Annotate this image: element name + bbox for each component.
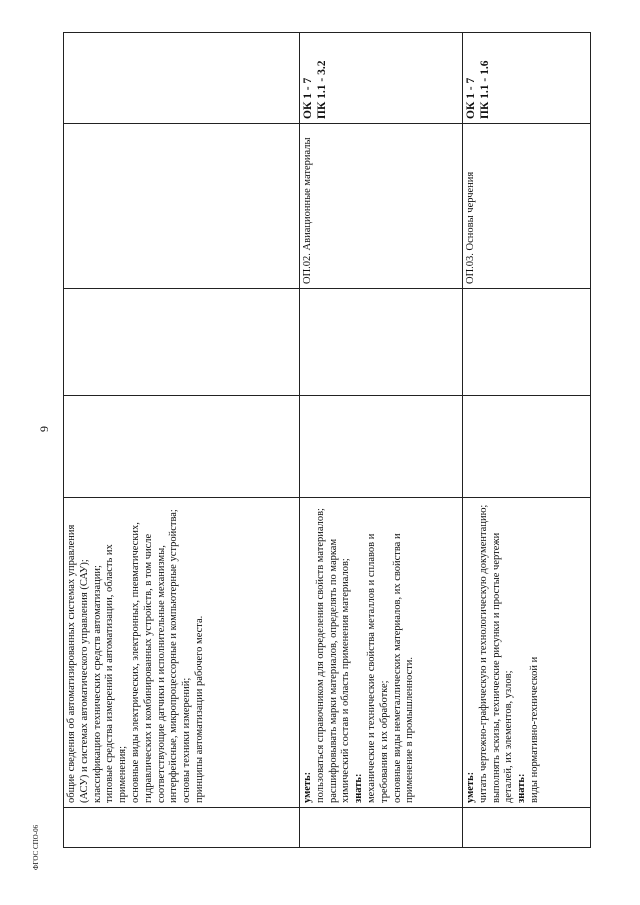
competency-codes-cell [300, 33, 463, 124]
discipline-cell: ОП.03. Основы черчения [463, 124, 591, 289]
discipline-cell: ОП.02. Авиационные материалы [300, 124, 463, 289]
hours-max-cell [300, 396, 463, 498]
competency-codes-cell [463, 33, 591, 124]
index-cell [300, 808, 463, 848]
requirement-keyword: уметь: [302, 771, 313, 803]
competency-code: ОК 1 - 7 [465, 77, 477, 119]
requirement-line: расшифровывать марки материалов, определять по маркам химический состав и область применения материалов; [327, 538, 352, 803]
requirements-cell [64, 498, 300, 808]
table-row [64, 33, 300, 848]
hours-max-cell [64, 396, 300, 498]
discipline-cell [64, 124, 300, 289]
requirement-line: типовые средства измерений и автоматизации, область их применения; [104, 544, 129, 803]
hours-max-cell [463, 396, 591, 498]
requirement-line: принципы автоматизации рабочего места. [193, 615, 205, 803]
requirements-cell [463, 498, 591, 808]
table-row [300, 33, 463, 848]
requirement-keyword: уметь: [465, 771, 476, 803]
requirement-keyword: знать: [516, 773, 528, 803]
requirement-line: выполнять эскизы, технические рисунки и простые чертежи деталей, их элементов, узлов; [490, 532, 515, 803]
requirement-line: основные виды электрических, электронных, пневматических, гидравлических и комбинированных устройств, в том числе соответствующие датчики и исполнительные механизмы, интерфейсные, микропроцессорные и компьютерные устройства; [129, 509, 180, 803]
index-cell [463, 808, 591, 848]
requirement-line: механические и технические свойства металлов и сплавов и требования к их обработке; [365, 533, 390, 803]
requirement-line: общие сведения об автоматизированных системах управления (АСУ) и системах автоматического управления (САУ); [66, 524, 90, 803]
requirement-line: пользоваться справочником для определения свойств материалов; [314, 508, 326, 803]
competency-code: ПК 1.1 - 1.6 [478, 60, 491, 119]
rotated-page [63, 33, 590, 848]
hours-obligatory-cell [300, 289, 463, 396]
document-footer-label: ФГОС СПО-06 [32, 824, 40, 870]
index-cell [64, 808, 300, 848]
requirement-line: виды нормативно-технической и [528, 656, 540, 803]
requirement-line: основные виды неметаллических материалов, их свойства и применение в промышленности. [391, 533, 416, 803]
page-number: 9 [37, 426, 51, 432]
hours-obligatory-cell [463, 289, 591, 396]
competency-table [63, 32, 591, 848]
requirements-cell [300, 498, 463, 808]
table-row [463, 33, 591, 848]
requirement-line: читать чертежно-графическую и технологическую документацию; [477, 504, 489, 803]
requirement-line: основы техники измерений; [181, 677, 193, 803]
competency-code: ОК 1 - 7 [302, 77, 314, 119]
competency-codes-cell [64, 33, 300, 124]
hours-obligatory-cell [64, 289, 300, 396]
requirement-line: классификацию технических средств автоматизации; [91, 565, 103, 803]
competency-code: ПК 1.1 - 3.2 [315, 60, 328, 119]
requirement-keyword: знать: [353, 773, 365, 803]
